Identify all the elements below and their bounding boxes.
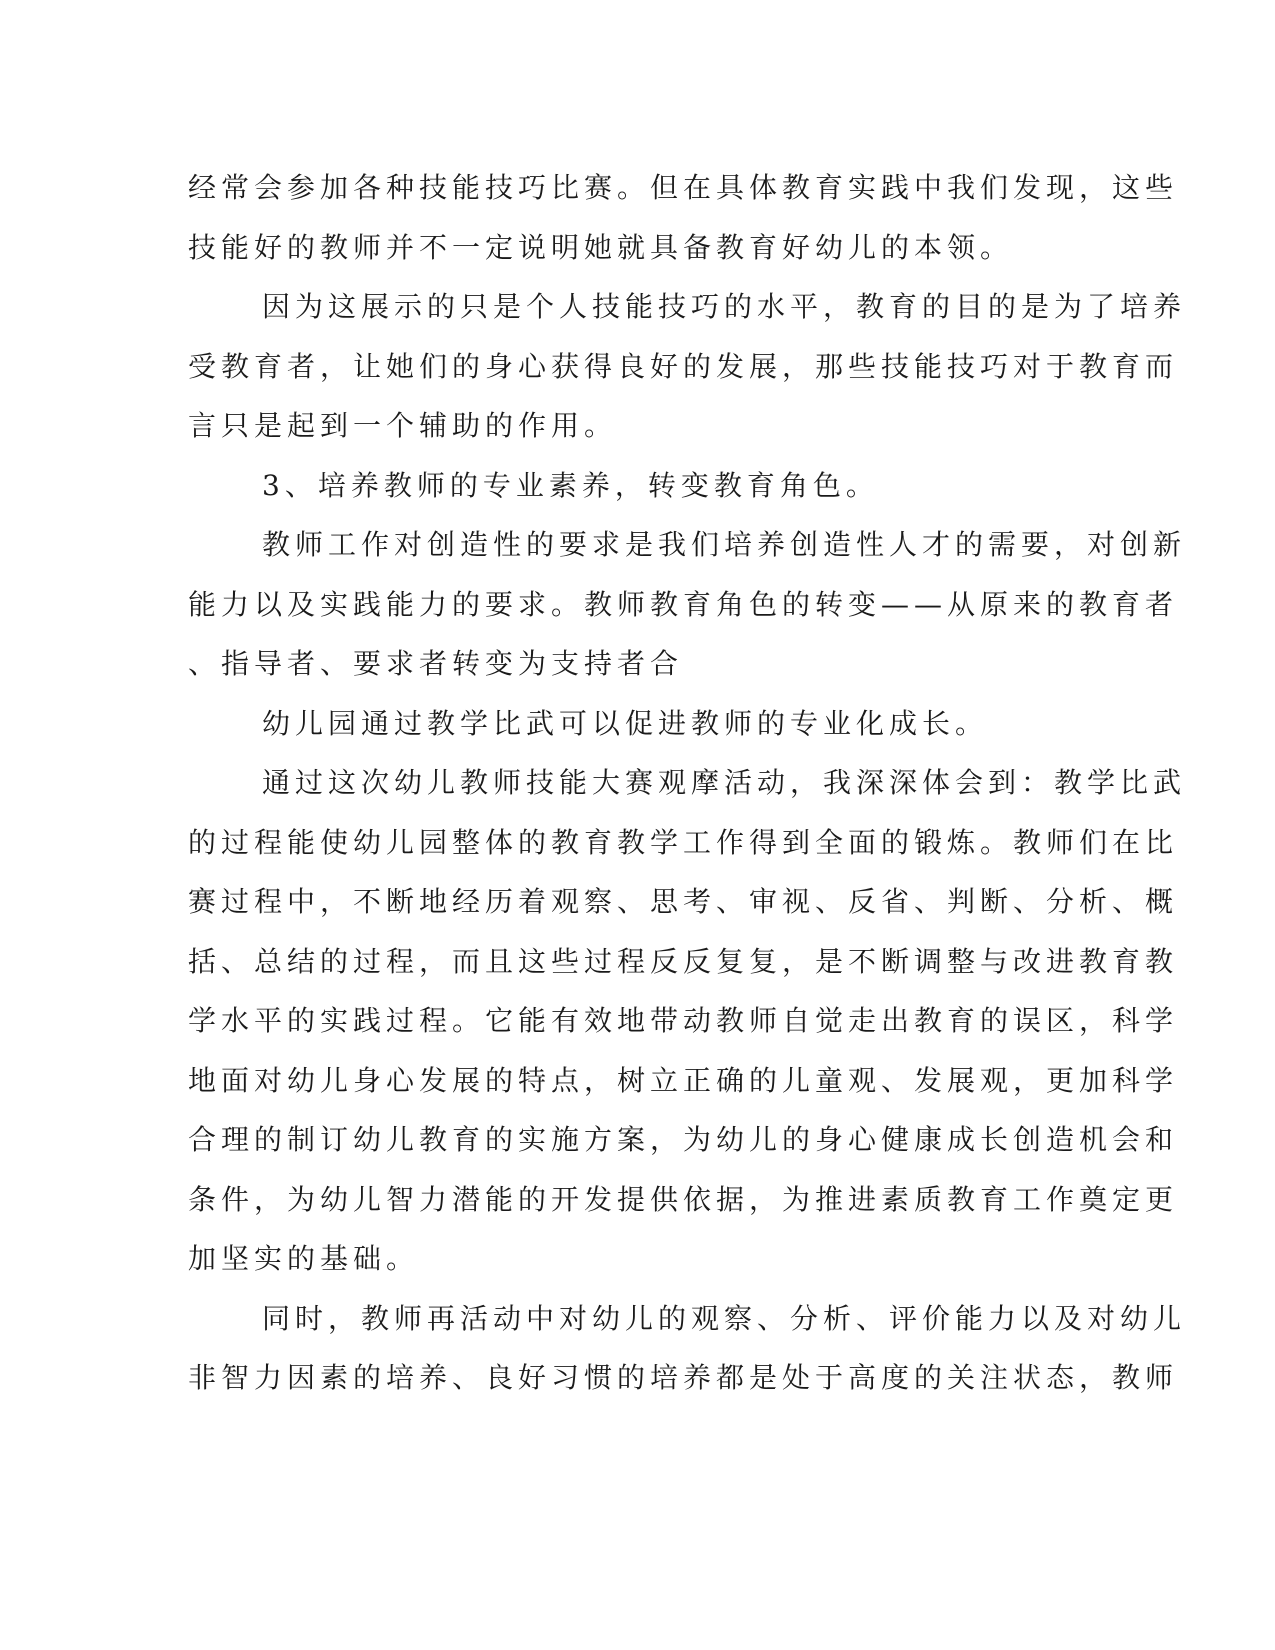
- text-line: 非智力因素的培养、良好习惯的培养都是处于高度的关注状态，教师: [188, 1361, 1179, 1394]
- text-line: 言只是起到一个辅助的作用。: [188, 409, 618, 442]
- section-heading: 3、培养教师的专业素养，转变教育角色。: [262, 468, 879, 502]
- text-line: 能力以及实践能力的要求。教师教育角色的转变——从原来的教育者: [188, 587, 1179, 621]
- text-line: 、指导者、要求者转变为支持者合: [188, 647, 684, 680]
- paragraph-start-line: 同时，教师再活动中对幼儿的观察、分析、评价能力以及对幼儿: [262, 1301, 1187, 1335]
- text-line: 加坚实的基础。: [188, 1242, 420, 1275]
- paragraph-start-line: 通过这次幼儿教师技能大赛观摩活动，我深深体会到：教学比武: [262, 766, 1187, 799]
- text-line: 经常会参加各种技能技巧比赛。但在具体教育实践中我们发现，这些: [188, 171, 1179, 204]
- text-line: 合理的制订幼儿教育的实施方案，为幼儿的身心健康成长创造机会和: [188, 1123, 1179, 1156]
- body-text: [188, 158, 1187, 1408]
- paragraph-start-line: 教师工作对创造性的要求是我们培养创造性人才的需要，对创新: [262, 528, 1187, 561]
- text-line: 技能好的教师并不一定说明她就具备教育好幼儿的本领。: [188, 230, 1014, 264]
- text-line: 赛过程中，不断地经历着观察、思考、审视、反省、判断、分析、概: [188, 885, 1179, 918]
- text-line: 地面对幼儿身心发展的特点，树立正确的儿童观、发展观，更加科学: [188, 1063, 1179, 1097]
- text-line: 括、总结的过程，而且这些过程反反复复，是不断调整与改进教育教: [188, 944, 1179, 978]
- paragraph-start-line: 因为这展示的只是个人技能技巧的水平，教育的目的是为了培养: [262, 290, 1187, 323]
- text-line: 学水平的实践过程。它能有效地带动教师自觉走出教育的误区，科学: [188, 1004, 1179, 1037]
- text-line: 受教育者，让她们的身心获得良好的发展，那些技能技巧对于教育而: [188, 349, 1179, 383]
- text-line: 的过程能使幼儿园整体的教育教学工作得到全面的锻炼。教师们在比: [188, 825, 1179, 859]
- paragraph-start-line: 幼儿园通过教学比武可以促进教师的专业化成长。: [262, 706, 989, 740]
- text-line: 条件，为幼儿智力潜能的开发提供依据，为推进素质教育工作奠定更: [188, 1182, 1179, 1216]
